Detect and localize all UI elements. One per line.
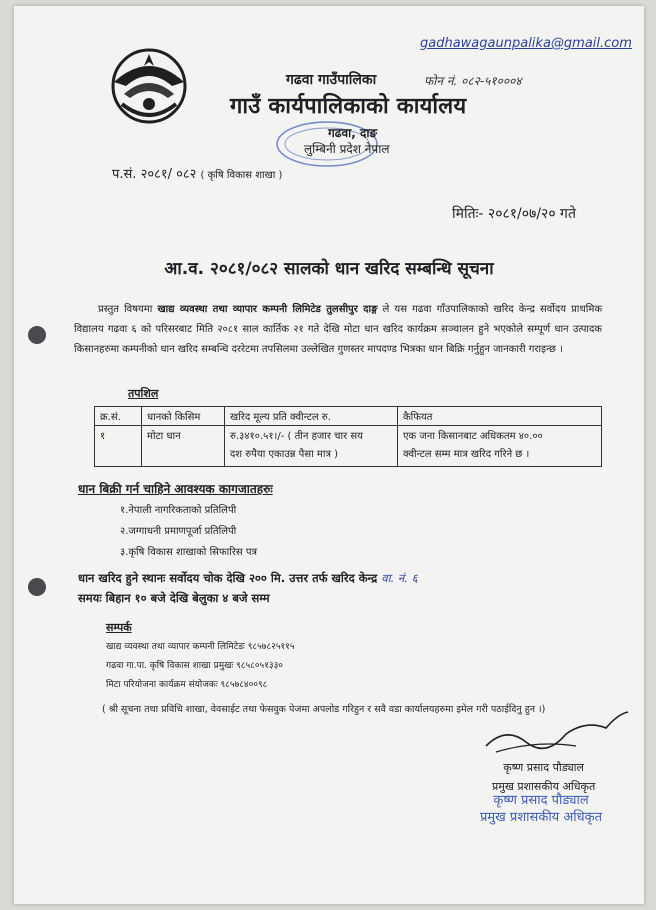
- cell-serial: १: [95, 426, 142, 467]
- signatory-stamp: [480, 792, 602, 826]
- purchase-place-handwritten: वा. नं. ६: [381, 571, 418, 585]
- ref-branch-text: ( कृषि विकास शाखा ): [200, 170, 283, 181]
- list-item: १.नेपाली नागरिकताको प्रतिलिपी: [120, 505, 237, 516]
- punch-hole: [28, 578, 46, 596]
- table-row: [95, 426, 602, 467]
- col-price: खरिद मूल्य प्रति क्वीन्टल रु.: [225, 407, 398, 426]
- price-line-2: दश रुपैया एकाउन्न पैसा मात्र ): [230, 449, 339, 460]
- documents-title: धान बिक्री गर्न चाहिने आवश्यक कागजातहरुः: [78, 482, 273, 496]
- list-item: मिटा परियोजना कार्यक्रम संयोजकः ९८५७८४००९८: [106, 680, 268, 690]
- municipality-name: गढवा गाउँपालिका: [286, 72, 377, 88]
- purchase-place: धान खरिद हुने स्थानः सर्वोदय चोक देखि २०० मि. उत्तर तर्फ खरिद केन्द्र: [78, 571, 378, 585]
- government-emblem-icon: [102, 42, 196, 130]
- cell-paddy-type: मोटा धान: [142, 426, 225, 467]
- para-company: खाद्य व्यवस्था तथा व्यापार कम्पनी लिमिटेड तुलसीपुर दाङ्ग: [157, 304, 378, 315]
- price-line-1: रु.३४१०.५१।/- ( तीन हजार चार सय: [230, 431, 363, 442]
- cell-remarks: [398, 426, 602, 467]
- notice-title: आ.व. २०८१/०८२ सालको धान खरिद सम्बन्धि सूचना: [164, 259, 494, 279]
- list-item: २.जग्गाधनी प्रमाणपूर्जा प्रतिलिपी: [120, 526, 237, 537]
- contact-list: [106, 638, 295, 695]
- stamp-title: प्रमुख प्रशासकीय अधिकृत: [480, 810, 603, 825]
- email-address[interactable]: gadhawagaunpalika@gmail.com: [420, 36, 632, 51]
- para-end: ले यस गढवा गाँउपालिकाको खरिद केन्द्र सर्वोदय प्राथमिक विद्यालय गढवा ६ को परिसरबाट मिति २०८१ साल कार्तिक २१ गते देखि मोटा धान खरिद कार्यक्रम सञ्चालन हुने भएकोले सम्पूर्ण धान उत्पादक किसानहरुमा कम्पनीको धान खरिद सम्बन्धि दररेटमा तपसिलमा उल्लेखित गुणस्तर मापदण्ड भित्रका धान बिक्रि गर्नुहुन जानकारी गराइन्छ ।: [74, 304, 603, 355]
- notice-date: मितिः- २०८१/०७/२० गते: [452, 206, 576, 222]
- list-item: खाद्य व्यवस्था तथा व्यापार कम्पनी लिमिटेडः ९८५७८२५११५: [106, 642, 295, 652]
- signatory-title: प्रमुख प्रशासकीय अधिकृत: [492, 780, 596, 793]
- contact-title: सम्पर्क: [106, 621, 132, 634]
- list-item: गढवा गा.पा. कृषि विकास शाखा प्रमुखः ९८५८०५१३३०: [106, 661, 283, 671]
- address-line-2: लुम्बिनी प्रदेश नेपाल: [304, 142, 390, 156]
- punch-hole: [28, 326, 46, 344]
- cell-price: [225, 426, 398, 467]
- remark-line-2: क्वीन्टल सम्म मात्र खरिद गरिने छ ।: [403, 449, 530, 460]
- purchase-time: समयः बिहान १० बजे देखि बेलुका ४ बजे सम्म: [78, 591, 270, 605]
- purchase-place-line: [78, 568, 418, 588]
- col-paddy-type: धानको किसिम: [142, 407, 225, 426]
- phone-number: फोन नं. ०८२-५१०००४: [424, 74, 522, 88]
- office-title: गाउँ कार्यपालिकाको कार्यालय: [230, 94, 467, 119]
- address-line-1: गढवा, दाङ: [328, 126, 378, 140]
- list-item: ३.कृषि विकास शाखाको सिफारिस पत्र: [120, 547, 258, 558]
- signatory: [492, 758, 595, 796]
- notice-page: [14, 6, 644, 904]
- price-table: [94, 406, 602, 467]
- ref-number-text: प.सं. २०८१/ ०८२: [112, 167, 197, 182]
- col-serial: क्र.सं.: [95, 407, 142, 426]
- notice-paragraph: [74, 300, 602, 360]
- distribution-note: ( श्री सूचना तथा प्रविधि शाखा, वेवसाईट तथा फेसवुक पेजमा अपलोड गरिहुन र सवै वडा कार्यालयहरुमा इमेल गरी पठाईदिनु हुन ।): [102, 704, 546, 715]
- signature-icon: [466, 706, 636, 760]
- documents-list: [120, 500, 257, 563]
- reference-number: [112, 164, 282, 182]
- col-remarks: कैफियत: [398, 407, 602, 426]
- remark-line-1: एक जना किसानबाट अधिकतम ४०.००: [403, 431, 543, 442]
- signatory-name: कृष्ण प्रसाद पौड्याल: [503, 761, 584, 774]
- para-start: प्रस्तुत विषयमा: [98, 304, 158, 315]
- purchase-info: [78, 568, 418, 608]
- details-label: तपशिल: [128, 387, 159, 400]
- stamp-name: कृष्ण प्रसाद पौड्याल: [493, 793, 589, 808]
- table-header-row: [95, 407, 602, 426]
